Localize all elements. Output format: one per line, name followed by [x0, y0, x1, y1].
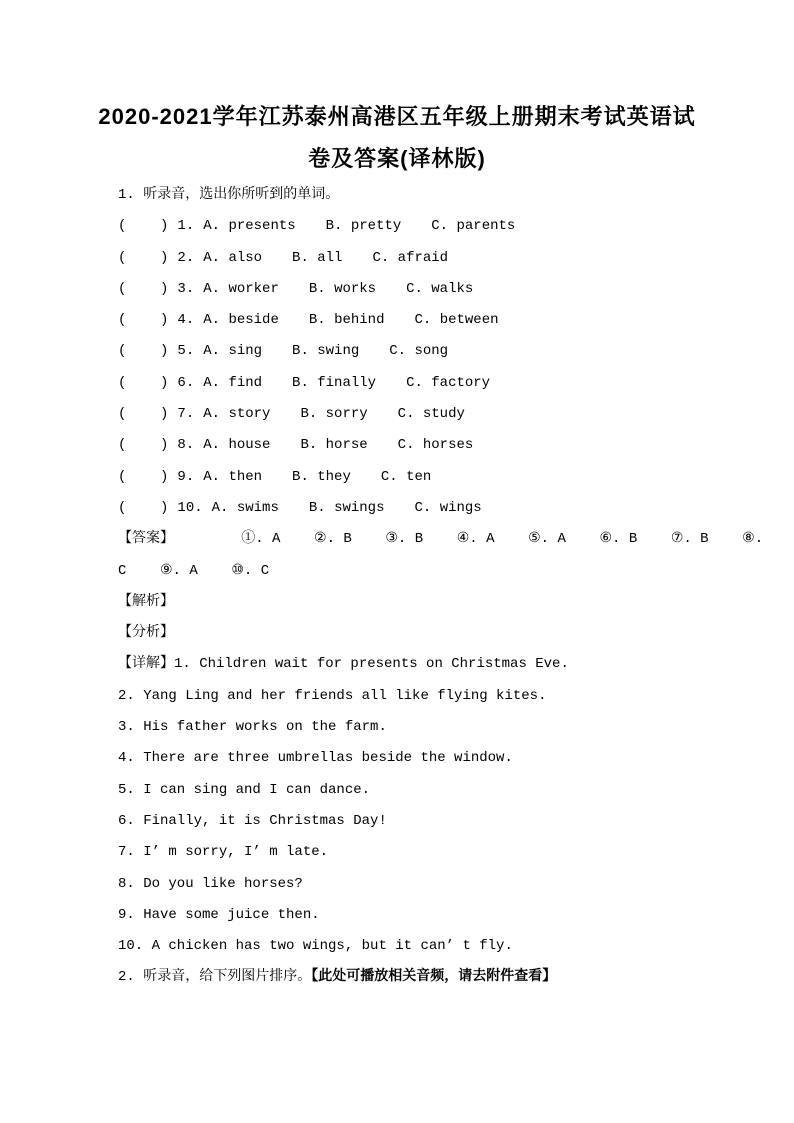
answer-blank: ( )	[118, 437, 169, 454]
listening-item-row	[118, 305, 744, 336]
option-b: B. they	[292, 468, 351, 485]
option-b: B. horse	[300, 437, 368, 454]
item-number: 2.	[177, 249, 195, 266]
option-b: B. finally	[292, 374, 377, 391]
option-b: B. swings	[308, 499, 385, 516]
listening-choices-list	[118, 211, 744, 524]
option-c: C. song	[389, 343, 449, 360]
answer-blank: ( )	[118, 343, 169, 360]
item-number: 6.	[177, 374, 195, 391]
option-b: B. all	[292, 249, 343, 266]
document-title	[0, 96, 794, 180]
option-a: A. worker	[203, 280, 279, 297]
option-a: A. story	[203, 406, 271, 423]
listening-item-row	[118, 243, 744, 274]
detail-line: 8. Do you like horses?	[118, 875, 303, 892]
detail-line: 10. A chicken has two wings, but it can’ t fly.	[118, 938, 513, 955]
answer-blank: ( )	[118, 312, 169, 329]
item-number: 3.	[177, 280, 195, 297]
answer-blank: ( )	[118, 468, 169, 485]
title-line-2: 卷及答案(译林版)	[308, 146, 486, 171]
option-a: A. swims	[211, 499, 279, 516]
detail-line: 9. Have some juice then.	[118, 906, 320, 923]
answer-blank: ( )	[118, 499, 169, 516]
fenxi-label: 【分析】	[118, 625, 174, 642]
option-b: B. works	[308, 280, 377, 297]
item-number: 9.	[177, 468, 195, 485]
listening-item-row	[118, 399, 744, 430]
option-a: A. house	[203, 437, 271, 454]
answer-blank: ( )	[118, 406, 169, 423]
item-number: 1.	[177, 218, 195, 235]
option-b: B. pretty	[325, 218, 402, 235]
item-number: 4.	[177, 312, 195, 329]
detail-explanations	[118, 649, 744, 962]
option-a: A. beside	[203, 312, 279, 329]
detail-line: 7. I’ m sorry, I’ m late.	[118, 844, 329, 861]
item-number: 8.	[177, 437, 195, 454]
option-c: C. factory	[406, 374, 491, 391]
option-a: A. also	[203, 249, 263, 266]
detail-line: 5. I can sing and I can dance.	[118, 781, 371, 798]
section2-heading	[118, 962, 744, 993]
option-c: C. between	[414, 312, 499, 329]
answer-blank: ( )	[118, 249, 169, 266]
option-a: A. sing	[203, 343, 263, 360]
option-c: C. walks	[406, 280, 474, 297]
option-a: A. find	[203, 374, 263, 391]
option-a: A. presents	[203, 218, 296, 235]
detail-line: 6. Finally, it is Christmas Day!	[118, 812, 387, 829]
detail-line: 4. There are three umbrellas beside the window.	[118, 750, 513, 767]
listening-item-row	[118, 430, 744, 461]
listening-item-row	[118, 274, 744, 305]
listening-item-row	[118, 493, 744, 524]
listening-item-row	[118, 462, 744, 493]
option-b: B. behind	[308, 312, 385, 329]
option-c: C. study	[397, 406, 465, 423]
option-b: B. sorry	[300, 406, 368, 423]
answer-blank: ( )	[118, 218, 169, 235]
item-number: 7.	[177, 406, 195, 423]
detail-line: 2. Yang Ling and her friends all like flying kites.	[118, 687, 547, 704]
option-a: A. then	[203, 468, 263, 485]
detail-line: 3. His father works on the farm.	[118, 719, 387, 736]
title-line-1: 2020-2021学年江苏泰州高港区五年级上册期末考试英语试	[98, 104, 696, 129]
detail-line: 【详解】1. Children wait for presents on Christmas Eve.	[118, 656, 569, 673]
jiexi-label: 【解析】	[118, 593, 174, 610]
listening-item-row	[118, 368, 744, 399]
option-c: C. horses	[397, 437, 474, 454]
option-c: C. afraid	[372, 249, 449, 266]
item-number: 5.	[177, 343, 195, 360]
option-c: C. ten	[380, 468, 432, 485]
section1-heading: 1. 听录音，选出你所听到的单词。	[118, 187, 340, 203]
answers-line-2: C ⑨. A ⑩. C	[118, 562, 270, 579]
option-c: C. parents	[431, 218, 516, 235]
option-b: B. swing	[292, 343, 360, 360]
listening-item-row	[118, 336, 744, 367]
section2-text: 2. 听录音，给下列图片排序。	[118, 969, 312, 986]
listening-item-row	[118, 211, 744, 242]
answers-line-1: 【答案】 ①. A ②. B ③. B ④. A ⑤. A ⑥. B ⑦. B ⑧.	[118, 531, 764, 548]
document-body	[118, 180, 764, 994]
item-number: 10.	[177, 499, 203, 516]
answer-blank: ( )	[118, 374, 169, 391]
answer-blank: ( )	[118, 280, 169, 297]
option-c: C. wings	[414, 499, 482, 516]
section2-audio-note: 【此处可播放相关音频，请去附件查看】	[311, 969, 557, 986]
